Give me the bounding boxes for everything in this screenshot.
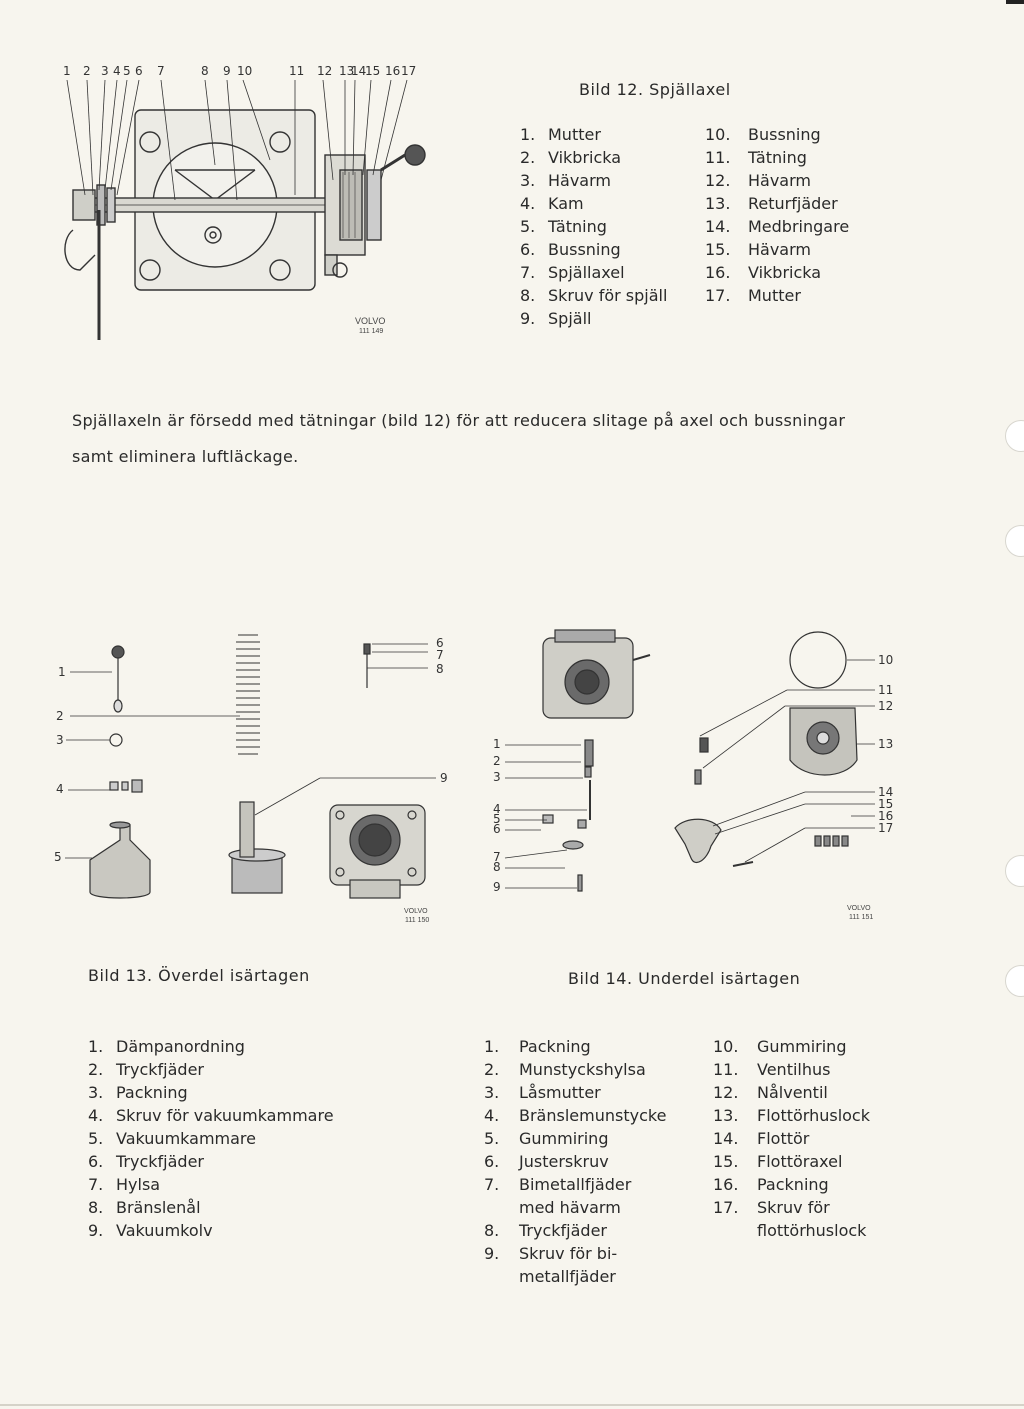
bild13-callout: 4: [56, 782, 64, 796]
list-item: [705, 261, 849, 284]
bild12-callout: 6: [135, 64, 143, 78]
bild14-callout: 1: [493, 737, 501, 751]
item-label: metallfjäder: [519, 1267, 616, 1286]
bild14-callout: 12: [878, 699, 894, 713]
item-number: 5.: [520, 217, 536, 236]
binder-hole-1: [1005, 420, 1024, 452]
item-number: 16.: [705, 263, 731, 282]
item-label: Medbringare: [748, 217, 850, 236]
list-item: [88, 1127, 334, 1150]
item-number: 14.: [705, 217, 731, 236]
list-item: [88, 1104, 334, 1127]
bild13-caption: Bild 13. Överdel isärtagen: [88, 966, 310, 985]
bild12-callout: 3: [101, 64, 109, 78]
bild13-callout: 6: [436, 636, 444, 650]
item-number: 14.: [713, 1129, 739, 1148]
list-item: [713, 1173, 870, 1196]
item-number: 1.: [484, 1037, 500, 1056]
bild13-callout: 1: [58, 665, 66, 679]
item-label: Flottörhuslock: [757, 1106, 870, 1125]
bild13-figure-code: 111 150: [405, 917, 430, 924]
item-label: Bränslenål: [116, 1198, 201, 1217]
list-item: [705, 123, 849, 146]
list-item: [484, 1265, 666, 1288]
item-label: Skruv för vakuumkammare: [116, 1106, 334, 1125]
list-item: [88, 1219, 334, 1242]
bild13-volvo-logo: VOLVO: [404, 908, 428, 915]
list-item: [705, 238, 849, 261]
item-label: Gummiring: [757, 1037, 847, 1056]
bild14-callout: 3: [493, 770, 501, 784]
item-label: Bussning: [748, 125, 821, 144]
item-label: Flottör: [757, 1129, 810, 1148]
item-number: 5.: [484, 1129, 500, 1148]
list-item: [713, 1219, 870, 1242]
bild14-volvo-logo: VOLVO: [847, 905, 871, 912]
list-item: [713, 1127, 870, 1150]
item-number: [484, 1196, 519, 1219]
list-item: [713, 1196, 870, 1219]
bild14-callout: 13: [878, 737, 894, 751]
item-label: Gummiring: [519, 1129, 609, 1148]
bild14-callout: 7: [493, 850, 501, 864]
list-item: [520, 261, 667, 284]
item-number: 9.: [88, 1221, 104, 1240]
item-label: Vikbricka: [548, 148, 622, 167]
bild14-caption: Bild 14. Underdel isärtagen: [568, 969, 801, 988]
bild12-callout: 12: [317, 64, 333, 78]
list-item: [88, 1173, 334, 1196]
bild14-parts-right: [713, 1035, 870, 1242]
item-number: 15.: [705, 240, 731, 259]
item-number: 17.: [705, 286, 731, 305]
bild14-callout: 2: [493, 754, 501, 768]
item-number: 3.: [520, 171, 536, 190]
bild14-callout: 10: [878, 653, 894, 667]
item-label: Dämpanordning: [116, 1037, 245, 1056]
item-number: 2.: [520, 148, 536, 167]
bild12-callout: 1: [63, 64, 71, 78]
bild14-callout: 15: [878, 797, 894, 811]
bild12-callout: 5: [123, 64, 131, 78]
bild12-volvo-logo: VOLVO: [355, 316, 386, 326]
binder-hole-2: [1005, 525, 1024, 557]
list-item: [520, 192, 667, 215]
bild12-parts-left: [520, 123, 667, 330]
item-number: 2.: [88, 1060, 104, 1079]
bild12-callout: 16: [385, 64, 401, 78]
bild12-callout: 8: [201, 64, 209, 78]
item-label: Kam: [548, 194, 584, 213]
bild12-callout: 9: [223, 64, 231, 78]
list-item: [713, 1058, 870, 1081]
bild12-callout: 14: [351, 64, 367, 78]
list-item: [88, 1081, 334, 1104]
list-item: [705, 192, 849, 215]
item-number: 12.: [713, 1083, 739, 1102]
item-number: 17.: [713, 1198, 739, 1217]
list-item: [705, 146, 849, 169]
item-label: Spjällaxel: [548, 263, 625, 282]
list-item: [484, 1242, 666, 1265]
item-number: 10.: [705, 125, 731, 144]
item-label: Tätning: [748, 148, 807, 167]
bild14-parts-left: [484, 1035, 666, 1288]
bild14-callout: 8: [493, 860, 501, 874]
bild13-callout: 5: [54, 850, 62, 864]
bild14-callout: 4: [493, 802, 501, 816]
item-number: 9.: [484, 1244, 500, 1263]
binder-hole-3: [1005, 855, 1024, 887]
item-label: Spjäll: [548, 309, 592, 328]
item-label: Skruv för spjäll: [548, 286, 668, 305]
item-label: Hävarm: [748, 240, 811, 259]
item-number: 6.: [520, 240, 536, 259]
item-number: 4.: [520, 194, 536, 213]
bild12-callout: 11: [289, 64, 305, 78]
item-number: 3.: [484, 1083, 500, 1102]
list-item: [520, 146, 667, 169]
item-number: 8.: [484, 1221, 500, 1240]
item-number: 12.: [705, 171, 731, 190]
item-number: 7.: [88, 1175, 104, 1194]
item-number: 6.: [88, 1152, 104, 1171]
paragraph-line: Spjällaxeln är försedd med tätningar (bild 12) för att reducera slitage på axel och bussningar: [72, 411, 846, 430]
item-number: 10.: [713, 1037, 739, 1056]
item-number: 3.: [88, 1083, 104, 1102]
item-label: med hävarm: [519, 1198, 621, 1217]
list-item: [88, 1196, 334, 1219]
item-number: 16.: [713, 1175, 739, 1194]
bild14-callout: 6: [493, 822, 501, 836]
item-label: Skruv för bi-: [519, 1244, 618, 1263]
list-item: [484, 1173, 666, 1196]
bild13-callout: 9: [440, 771, 448, 785]
bild12-callout: 17: [401, 64, 417, 78]
item-label: Mutter: [548, 125, 601, 144]
list-item: [705, 284, 849, 307]
bild13-parts: [88, 1035, 334, 1242]
item-label: Ventilhus: [757, 1060, 831, 1079]
list-item: [705, 215, 849, 238]
item-label: Justerskruv: [519, 1152, 609, 1171]
list-item: [484, 1150, 666, 1173]
item-label: Bränslemunstycke: [519, 1106, 667, 1125]
bild14-callout: 11: [878, 683, 894, 697]
bild13-figure: [50, 630, 470, 930]
list-item: [88, 1058, 334, 1081]
item-label: Nålventil: [757, 1083, 828, 1102]
list-item: [520, 215, 667, 238]
list-item: [520, 307, 667, 330]
binder-hole-4: [1005, 965, 1024, 997]
item-number: [713, 1219, 757, 1242]
item-number: 1.: [520, 125, 536, 144]
item-label: Tätning: [548, 217, 607, 236]
item-label: Returfjäder: [748, 194, 838, 213]
item-label: Hylsa: [116, 1175, 161, 1194]
bild14-callout: 17: [878, 821, 894, 835]
item-number: 4.: [88, 1106, 104, 1125]
item-number: 6.: [484, 1152, 500, 1171]
paragraph-line: samt eliminera luftläckage.: [72, 447, 299, 466]
list-item: [484, 1127, 666, 1150]
item-number: 13.: [705, 194, 731, 213]
item-number: 13.: [713, 1106, 739, 1125]
list-item: [484, 1035, 666, 1058]
item-label: Vakuumkammare: [116, 1129, 256, 1148]
item-label: Tryckfjäder: [116, 1152, 204, 1171]
item-label: Flottöraxel: [757, 1152, 843, 1171]
list-item: [713, 1150, 870, 1173]
item-label: Låsmutter: [519, 1083, 601, 1102]
item-label: Tryckfjäder: [519, 1221, 607, 1240]
bild12-parts-right: [705, 123, 849, 307]
item-label: Tryckfjäder: [116, 1060, 204, 1079]
item-number: 11.: [713, 1060, 739, 1079]
item-label: Packning: [757, 1175, 829, 1194]
bild12-callout: 13: [339, 64, 355, 78]
item-label: Packning: [519, 1037, 591, 1056]
item-label: flottörhuslock: [757, 1221, 867, 1240]
item-number: 7.: [520, 263, 536, 282]
bild13-callout: 8: [436, 662, 444, 676]
list-item: [520, 284, 667, 307]
item-number: [484, 1265, 519, 1288]
throttle-shaft-illustration: [55, 60, 445, 350]
bild12-figure: [55, 60, 445, 350]
bild14-callout: 16: [878, 809, 894, 823]
item-number: 9.: [520, 309, 536, 328]
item-label: Skruv för: [757, 1198, 830, 1217]
bild12-callout: 2: [83, 64, 91, 78]
item-label: Mutter: [748, 286, 801, 305]
item-number: 2.: [484, 1060, 500, 1079]
item-number: 7.: [484, 1175, 500, 1194]
list-item: [484, 1058, 666, 1081]
item-number: 5.: [88, 1129, 104, 1148]
bild13-callout: 7: [436, 648, 444, 662]
item-label: Hävarm: [548, 171, 611, 190]
bild14-callout: 14: [878, 785, 894, 799]
item-label: Munstyckshylsa: [519, 1060, 646, 1079]
list-item: [713, 1104, 870, 1127]
item-number: 1.: [88, 1037, 104, 1056]
item-number: 8.: [520, 286, 536, 305]
bild14-figure: [485, 620, 905, 930]
bild12-callout: 15: [365, 64, 381, 78]
item-number: 4.: [484, 1106, 500, 1125]
list-item: [713, 1035, 870, 1058]
bild14-figure-code: 111 151: [849, 914, 874, 921]
item-number: 8.: [88, 1198, 104, 1217]
list-item: [484, 1104, 666, 1127]
item-label: Bimetallfjäder: [519, 1175, 632, 1194]
bild12-callout: 10: [237, 64, 253, 78]
bild14-callout: 9: [493, 880, 501, 894]
bottom-edge-line: [0, 1404, 1024, 1406]
bild13-callout: 2: [56, 709, 64, 723]
list-item: [88, 1150, 334, 1173]
body-paragraph: [72, 403, 952, 475]
lower-part-exploded-illustration: [485, 620, 905, 930]
bild12-figure-code: 111 149: [359, 328, 384, 335]
list-item: [520, 169, 667, 192]
item-number: 11.: [705, 148, 731, 167]
upper-part-exploded-illustration: [50, 630, 470, 930]
bild12-callout: 7: [157, 64, 165, 78]
item-label: Vakuumkolv: [116, 1221, 213, 1240]
bild14-callout: 5: [493, 812, 501, 826]
list-item: [713, 1081, 870, 1104]
bild12-caption: Bild 12. Spjällaxel: [579, 80, 731, 99]
list-item: [484, 1219, 666, 1242]
page-top-right-mark: [1006, 0, 1024, 4]
list-item: [520, 238, 667, 261]
list-item: [484, 1081, 666, 1104]
bild12-callout: 4: [113, 64, 121, 78]
item-label: Hävarm: [748, 171, 811, 190]
list-item: [88, 1035, 334, 1058]
list-item: [705, 169, 849, 192]
item-label: Bussning: [548, 240, 621, 259]
bild13-callout: 3: [56, 733, 64, 747]
item-label: Vikbricka: [748, 263, 822, 282]
item-label: Packning: [116, 1083, 188, 1102]
item-number: 15.: [713, 1152, 739, 1171]
list-item: [520, 123, 667, 146]
list-item: [484, 1196, 666, 1219]
